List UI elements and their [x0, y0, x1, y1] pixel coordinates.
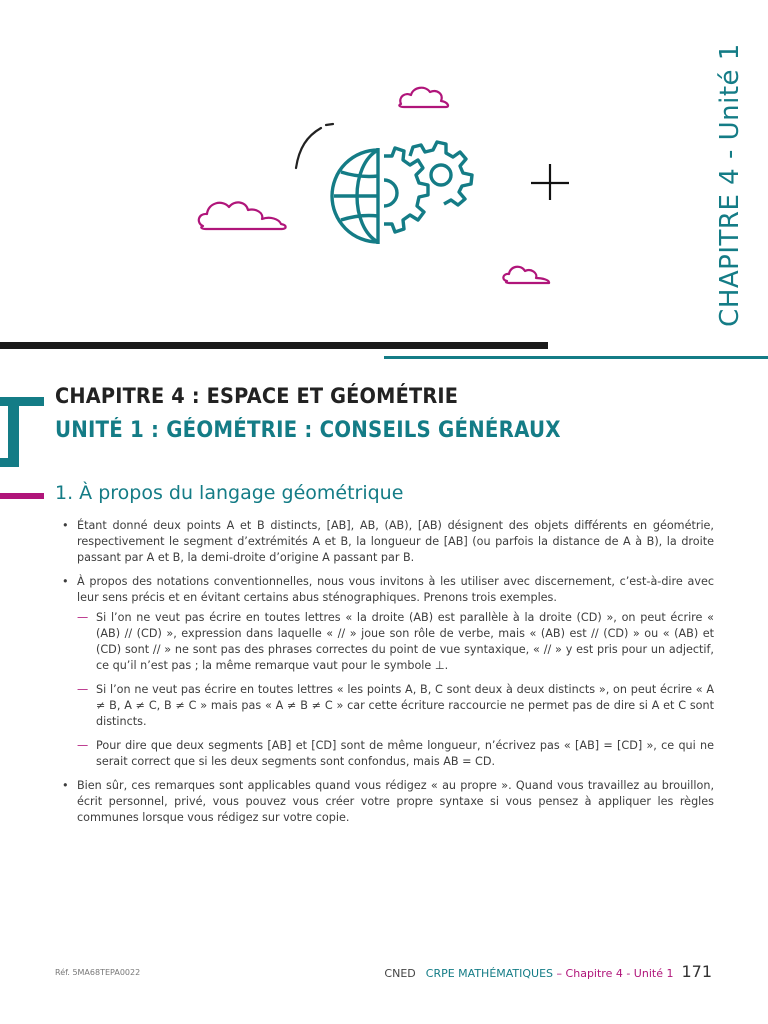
dash-icon: —: [77, 739, 89, 752]
section-body: [62, 518, 714, 834]
side-chapter-label-text: CHAPITRE 4 - Unité 1: [715, 43, 745, 327]
dash-icon: —: [77, 683, 89, 696]
chapter-title: CHAPITRE 4 : ESPACE ET GÉOMÉTRIE: [55, 384, 459, 408]
dash-icon: —: [77, 611, 89, 624]
bullet-icon: •: [62, 779, 69, 792]
cloud-icon: [199, 202, 286, 229]
unit-title: UNITÉ 1 : GÉOMÉTRIE : CONSEILS GÉNÉRAUX: [55, 418, 561, 443]
section-heading: 1. À propos du langage géométrique: [55, 482, 404, 504]
sub-list-item-text: Si l’on ne veut pas écrire en toutes lettres « les points A, B, C sont deux à deux distincts », on peut écrire « A ≠ B, A ≠ C, B ≠ C » mais pas « A ≠ B ≠ C » car cette écriture raccourcie ne permet pas de dire si A et C sont distincts.: [96, 683, 714, 728]
header-rule-teal: [384, 356, 768, 359]
list-item-text: Étant donné deux points A et B distincts, [AB], AB, (AB), [AB) désignent des objets différents en géométrie, respectivement le segment d’extrémités A et B, la longueur de [AB] (ou parfois la distance de A à B), la droite passant par A et B, la demi-droite d’origine A passant par B.: [77, 519, 714, 564]
list-item: [62, 778, 714, 826]
header-rule-black: [0, 342, 548, 349]
cloud-icon: [399, 88, 448, 107]
arc-icon: [296, 124, 333, 168]
header-illustration: [190, 75, 590, 300]
title-bracket-bottom: [0, 458, 19, 467]
title-bracket-top: [0, 397, 44, 406]
sub-list-item: [62, 738, 714, 770]
footer-separator: –: [553, 967, 566, 980]
cloud-icon: [503, 267, 549, 283]
side-chapter-label: [700, 40, 760, 330]
section-accent-bar: [0, 493, 44, 499]
bullet-icon: •: [62, 575, 69, 588]
list-item-text: Bien sûr, ces remarques sont applicables quand vous rédigez « au propre ». Quand vous travaillez au brouillon, écrit personnel, privé, vous pouvez vous créer votre propre syntaxe si vous pensez à appliquer les règles communes lorsque vous rédigez sur votre copie.: [77, 779, 714, 824]
list-item: [62, 518, 714, 566]
title-bracket-side: [8, 397, 19, 467]
globe-gear-icon: [332, 142, 472, 244]
page-number: 171: [681, 962, 712, 981]
sub-list-item: [62, 610, 714, 674]
footer-publisher: CNED: [384, 967, 416, 980]
sub-list-item: [62, 682, 714, 730]
footer-chapter: Chapitre 4 - Unité 1: [565, 967, 674, 980]
list-item-text: À propos des notations conventionnelles, nous vous invitons à les utiliser avec discernement, c’est-à-dire avec leur sens précis et en évitant certains abus sténographiques. Prenons trois exemples.: [77, 575, 714, 604]
sub-list-item-text: Pour dire que deux segments [AB] et [CD] sont de même longueur, n’écrivez pas « [AB] = [CD] », ce qui ne serait correct que si les deux segments sont confondus, mais AB = CD.: [96, 739, 714, 768]
plus-icon: [531, 164, 569, 200]
list-item: [62, 574, 714, 606]
bullet-icon: •: [62, 519, 69, 532]
footer-course: CRPE MATHÉMATIQUES: [425, 967, 554, 980]
sub-list-item-text: Si l’on ne veut pas écrire en toutes lettres « la droite (AB) est parallèle à la droite (CD) », on peut écrire « (AB) // (CD) », expression dans laquelle « // » joue son rôle de verbe, mais « (AB) est // (CD) » ou « (AB) et (CD) sont // » ne sont pas des phrases correctes du point de vue syntaxique, « // » y est pris pour un adjectif, ce qu’il n’est pas ; la même remarque vaut pour le symbole ⊥.: [96, 611, 714, 672]
footer-reference: Réf. 5MA68TEPA0022: [55, 968, 141, 977]
footer-info: [384, 962, 712, 981]
